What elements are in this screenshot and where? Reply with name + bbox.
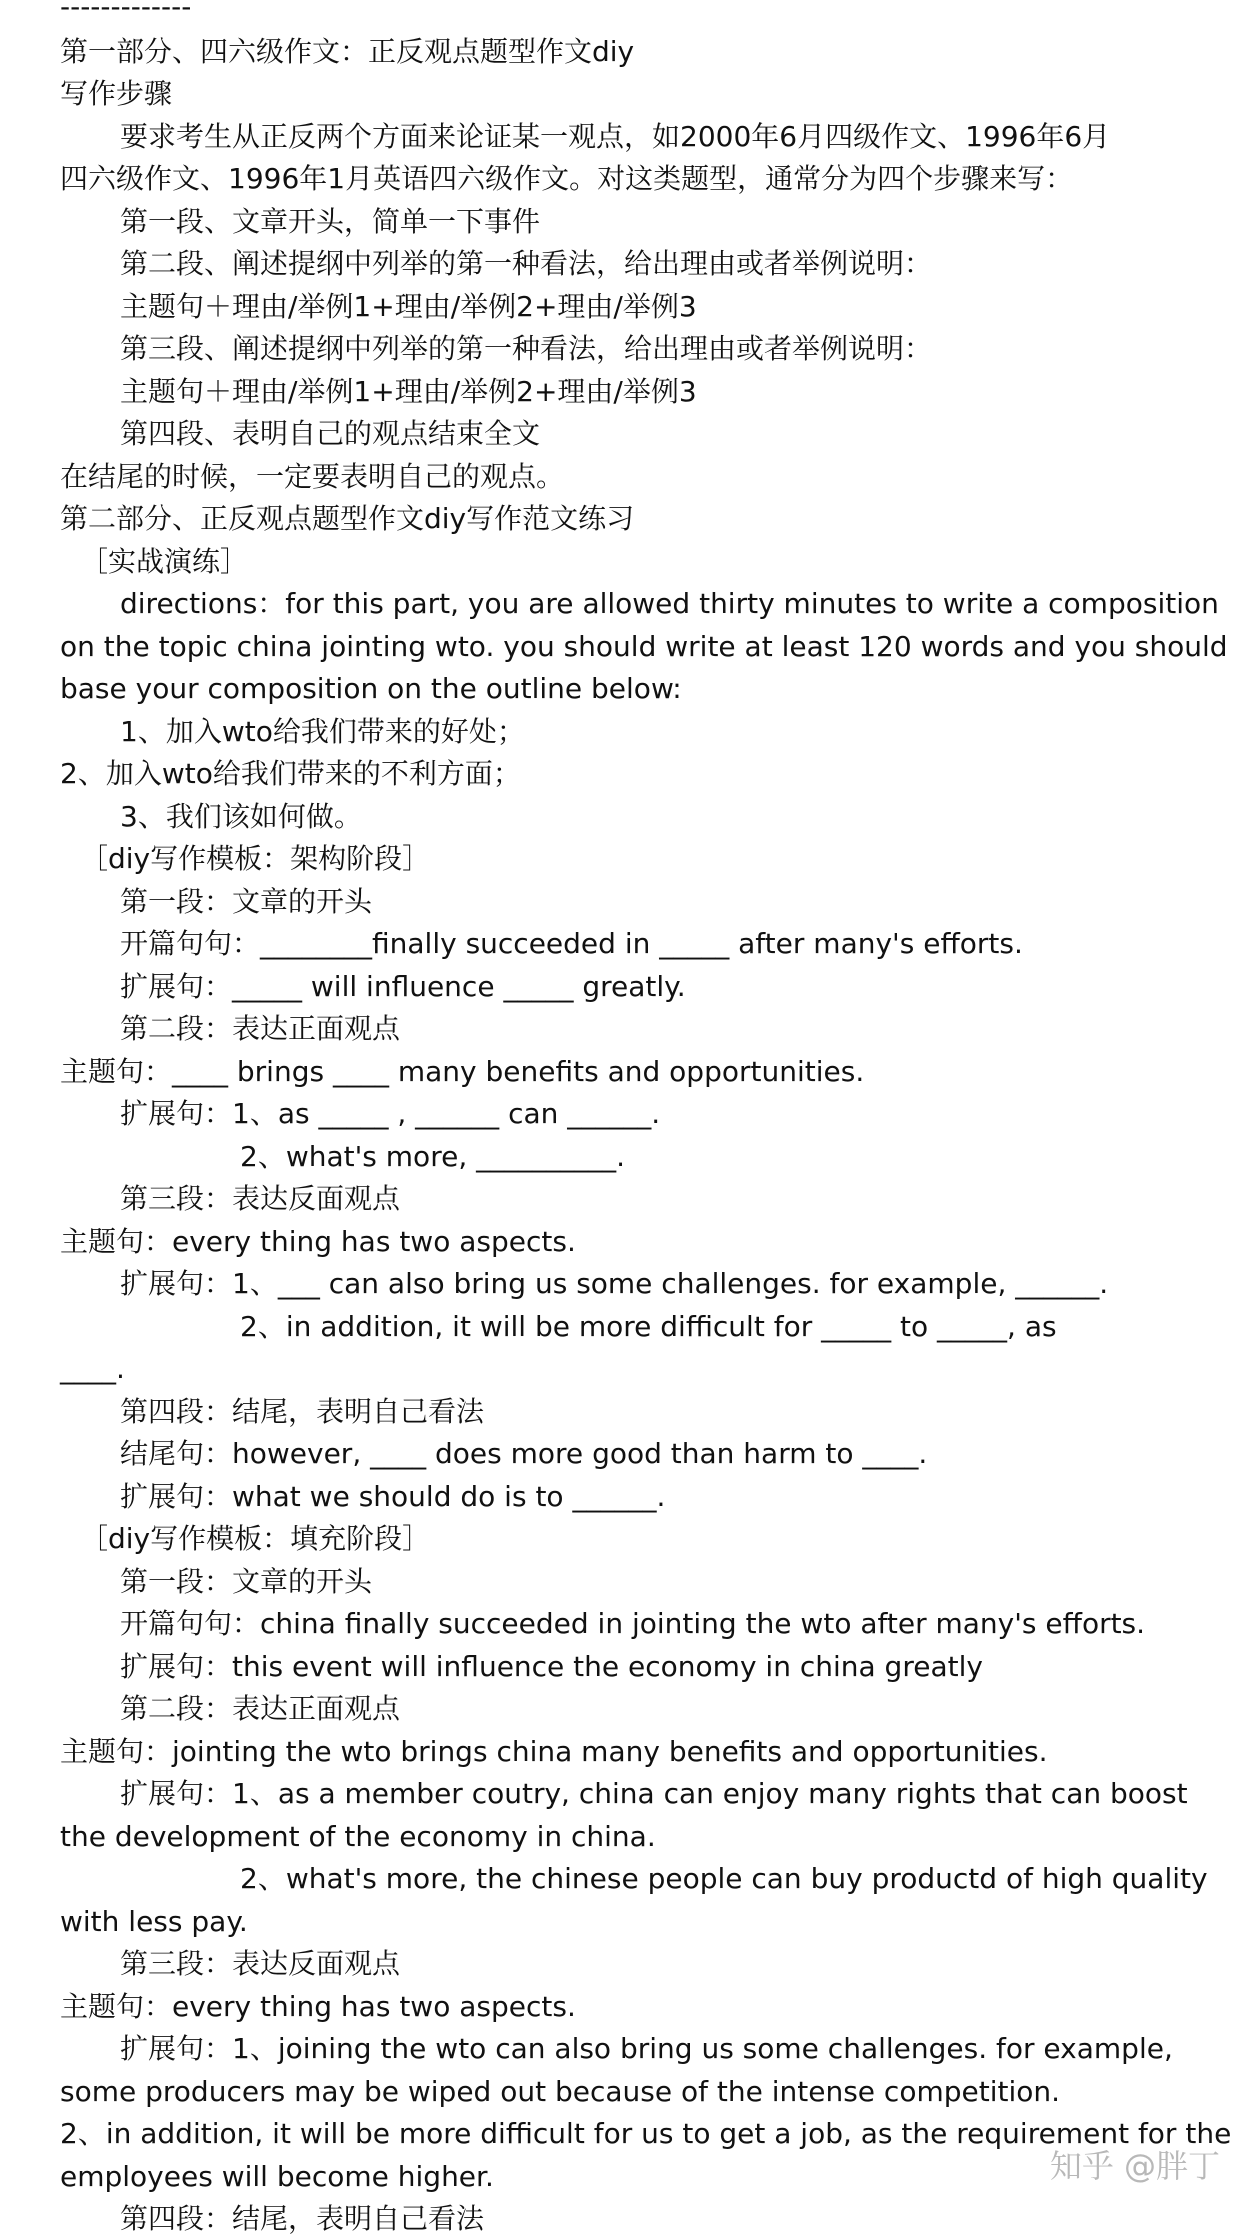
text-line: some producers may be wiped out because of the intense competition. bbox=[60, 2074, 1061, 2108]
text-line: 主题句＋理由/举例1+理由/举例2+理由/举例3 bbox=[120, 289, 697, 323]
text-line: ［diy写作模板：填充阶段］ bbox=[80, 1522, 431, 1555]
text-line: 3、我们该如何做。 bbox=[120, 799, 362, 833]
text-line: 在结尾的时候，一定要表明自己的观点。 bbox=[60, 459, 565, 493]
text-line: 2、in addition, it will be more difficult for _____ to _____, as bbox=[240, 1309, 1057, 1343]
text-line: 第二段：表达正面观点 bbox=[120, 1692, 401, 1725]
text-line: 2、in addition, it will be more difficult for us to get a job, as the requirement for the bbox=[60, 2117, 1232, 2150]
text-line: 扩展句：1、as a member coutry, china can enjoy many rights that can boost bbox=[120, 1777, 1188, 1810]
text-line: 主题句：every thing has two aspects. bbox=[60, 1224, 576, 1258]
text-line: 2、what's more, the chinese people can buy productd of high quality bbox=[240, 1862, 1208, 1895]
text-line: 1、加入wto给我们带来的好处； bbox=[120, 714, 525, 748]
text-line: with less pay. bbox=[60, 1904, 248, 1938]
text-line: 扩展句：this event will influence the economy in china greatly bbox=[120, 1649, 983, 1683]
separator-line: ------------- bbox=[60, 0, 192, 23]
text-line: 扩展句：1、as _____ , ______ can ______. bbox=[120, 1097, 661, 1130]
text-line: 扩展句：1、___ can also bring us some challenges. for example, ______. bbox=[120, 1267, 1109, 1300]
text-line: ［实战演练］ bbox=[80, 544, 249, 578]
text-line: base your composition on the outline below: bbox=[60, 672, 682, 705]
text-line: ____. bbox=[60, 1352, 125, 1385]
text-line: 开篇句句：china finally succeeded in jointing the wto after many's efforts. bbox=[120, 1607, 1146, 1640]
text-line: 写作步骤 bbox=[60, 77, 173, 110]
text-line: 2、加入wto给我们带来的不利方面； bbox=[60, 757, 521, 790]
text-line: on the topic china jointing wto. you should write at least 120 words and you should bbox=[60, 629, 1228, 663]
text-line: 主题句：every thing has two aspects. bbox=[60, 1989, 576, 2023]
text-line: 四六级作文、1996年1月英语四六级作文。对这类题型，通常分为四个步骤来写： bbox=[60, 162, 1074, 195]
text-line: ［diy写作模板：架构阶段］ bbox=[80, 842, 431, 875]
text-line: 第四段：结尾，表明自己看法 bbox=[120, 1394, 485, 1428]
text-line: 第四段、表明自己的观点结束全文 bbox=[120, 417, 541, 450]
text-line: 结尾句：however, ____ does more good than harm to ____. bbox=[120, 1437, 928, 1470]
text-line: 扩展句：what we should do is to ______. bbox=[120, 1479, 666, 1513]
text-line: 要求考生从正反两个方面来论证某一观点，如2000年6月四级作文、1996年6月 bbox=[120, 119, 1111, 153]
text-line: 第一段：文章的开头 bbox=[120, 884, 373, 918]
text-line: directions：for this part, you are allowed thirty minutes to write a composition bbox=[120, 587, 1219, 620]
text-line: 第二部分、正反观点题型作文diy写作范文练习 bbox=[60, 502, 635, 535]
text-line: 扩展句：_____ will influence _____ greatly. bbox=[120, 969, 686, 1003]
text-line: the development of the economy in china. bbox=[60, 1819, 656, 1853]
text-line: 第一段、文章开头，简单一下事件 bbox=[120, 204, 541, 238]
text-line: 2、what's more, __________. bbox=[240, 1139, 626, 1173]
text-line: 主题句＋理由/举例1+理由/举例2+理由/举例3 bbox=[120, 374, 697, 408]
text-line: 第二段：表达正面观点 bbox=[120, 1012, 401, 1045]
text-line: 第三段：表达反面观点 bbox=[120, 1182, 401, 1215]
text-line: 第三段、阐述提纲中列举的第一种看法，给出理由或者举例说明： bbox=[120, 332, 933, 365]
text-line: 主题句：jointing the wto brings china many benefits and opportunities. bbox=[60, 1734, 1048, 1768]
text-line: 第一段：文章的开头 bbox=[120, 1564, 373, 1598]
text-line: 主题句：____ brings ____ many benefits and opportunities. bbox=[60, 1054, 865, 1088]
text-line: 第四段：结尾，表明自己看法 bbox=[120, 2202, 485, 2235]
text-line: 扩展句：1、joining the wto can also bring us some challenges. for example, bbox=[120, 2032, 1173, 2065]
text-line: employees will become higher. bbox=[60, 2159, 494, 2193]
watermark: 知乎 @胖丁 bbox=[1049, 2147, 1220, 2185]
text-line: 开篇句句：________finally succeeded in _____ after many's efforts. bbox=[120, 927, 1023, 960]
text-line: 第三段：表达反面观点 bbox=[120, 1947, 401, 1980]
text-line: 第一部分、四六级作文：正反观点题型作文diy bbox=[60, 34, 635, 68]
text-line: 第二段、阐述提纲中列举的第一种看法，给出理由或者举例说明： bbox=[120, 247, 933, 280]
